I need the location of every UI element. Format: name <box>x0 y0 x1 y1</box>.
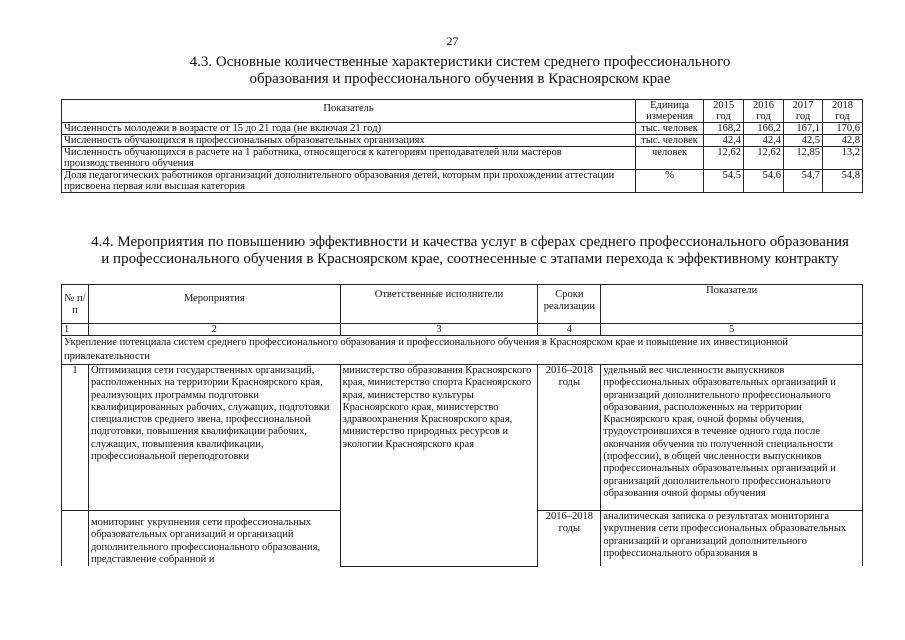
table-row <box>62 147 863 170</box>
row-value: 54,6 <box>744 170 784 193</box>
row-value: 12,62 <box>744 147 784 170</box>
row-unit: человек <box>636 147 704 170</box>
column-index: 3 <box>340 324 538 336</box>
header-num: № п/п <box>62 285 89 324</box>
measures-table <box>61 284 863 567</box>
column-index-row <box>62 324 863 336</box>
column-index: 4 <box>538 324 601 336</box>
row-indicator: аналитическая записка о результатах мониторинга укрупнения сети профессиональных образовательных организаций и организаций дополнительного профессионального образования в <box>601 511 863 567</box>
measures-header-row <box>62 285 863 324</box>
header-responsible: Ответственные исполнители <box>340 285 538 324</box>
row-measure: мониторинг укрупнения сети профессиональных образовательных организаций и организаций дополнительного профессионального образования, представление собранной и <box>88 511 340 567</box>
row-value: 12,85 <box>784 147 823 170</box>
row-value: 54,8 <box>822 170 862 193</box>
characteristics-header-row <box>62 100 863 123</box>
table-row <box>62 365 863 511</box>
column-index: 5 <box>601 324 863 336</box>
row-value: 167,1 <box>784 123 823 135</box>
section-4-4-title-line2: и профессионального обучения в Красноярском крае, соотнесенные с этапами перехода к эффективному контракту <box>101 251 839 267</box>
row-value: 42,8 <box>822 135 862 147</box>
group-row <box>62 336 863 365</box>
row-term: 2016–2018 годы <box>538 511 601 567</box>
row-unit: тыс. человек <box>636 135 704 147</box>
header-year-2017: 2017 год <box>784 100 823 123</box>
row-indicator: Доля педагогических работников организаций дополнительного образования детей, которым при прохождении аттестации присвоена первая или высшая категория <box>62 170 636 193</box>
header-measures: Мероприятия <box>88 285 340 324</box>
row-num: 1 <box>62 365 89 511</box>
row-value: 166,2 <box>744 123 784 135</box>
header-unit: Единица измерения <box>636 100 704 123</box>
section-4-3-title-line2: образования и профессионального обучения в Красноярском крае <box>249 71 671 87</box>
header-year-2018: 2018 год <box>822 100 862 123</box>
row-num <box>62 511 89 567</box>
row-indicator: Численность обучающихся в расчете на 1 работника, относящегося к категориям преподавателей или мастеров производственного обучения <box>62 147 636 170</box>
header-year-2016: 2016 год <box>744 100 784 123</box>
section-4-4-title <box>70 234 870 268</box>
row-value: 42,4 <box>744 135 784 147</box>
row-value: 170,6 <box>822 123 862 135</box>
header-indicator: Показатель <box>62 100 636 123</box>
group-title: Укрепление потенциала систем среднего профессионального образования и профессионального обучения в Красноярском крае и повышение их инвестиционной привлекательности <box>62 336 863 365</box>
column-index: 1 <box>62 324 89 336</box>
header-indicators: Показатели <box>601 285 863 324</box>
row-indicator: Численность молодежи в возрасте от 15 до 21 года (не включая 21 год) <box>62 123 636 135</box>
page-number: 27 <box>446 34 459 48</box>
row-value: 54,7 <box>784 170 823 193</box>
row-value: 168,2 <box>704 123 744 135</box>
header-terms: Сроки реализации <box>538 285 601 324</box>
section-4-3-title-line1: 4.3. Основные количественные характеристики систем среднего профессионального <box>189 54 731 70</box>
row-value: 13,2 <box>822 147 862 170</box>
row-value: 42,4 <box>704 135 744 147</box>
row-term: 2016–2018 годы <box>538 365 601 511</box>
section-4-3-title <box>120 54 800 88</box>
header-year-2015: 2015 год <box>704 100 744 123</box>
row-measure: Оптимизация сети государственных организаций, расположенных на территории Красноярского края, реализующих программы подготовки квалифицированных рабочих, служащих, подготовки специалистов среднего звена, профессиональной подготовки, повышения квалификации рабочих, служащих, повышения квалификации, профессиональной переподготовки <box>88 365 340 511</box>
row-indicator: удельный вес численности выпускников профессиональных образовательных организаций и организаций дополнительного профессионального образования, расположенных на территории Красноярского края, очной формы обучения, трудоустроившихся в течение одного года после окончания обучения по полученной специальности (профессии), в общей численности выпускников профессиональных образовательных организаций и организаций дополнительного профессионального образования очной формы обучения <box>601 365 863 511</box>
characteristics-table <box>61 99 863 193</box>
row-value: 54,5 <box>704 170 744 193</box>
row-responsible: министерство образования Красноярского края, министерство спорта Красноярского края, министерство культуры Красноярского края, министерство здравоохранения Красноярского края, министерство природных ресурсов и экологии Красноярского края <box>340 365 538 567</box>
table-row <box>62 170 863 193</box>
row-value: 12,62 <box>704 147 744 170</box>
table-row <box>62 135 863 147</box>
row-indicator: Численность обучающихся в профессиональных образовательных организациях <box>62 135 636 147</box>
row-unit: тыс. человек <box>636 123 704 135</box>
row-unit: % <box>636 170 704 193</box>
table-row <box>62 123 863 135</box>
column-index: 2 <box>88 324 340 336</box>
section-4-4-title-line1: 4.4. Мероприятия по повышению эффективности и качества услуг в сферах среднего профессионального образования <box>91 234 849 250</box>
row-value: 42,5 <box>784 135 823 147</box>
